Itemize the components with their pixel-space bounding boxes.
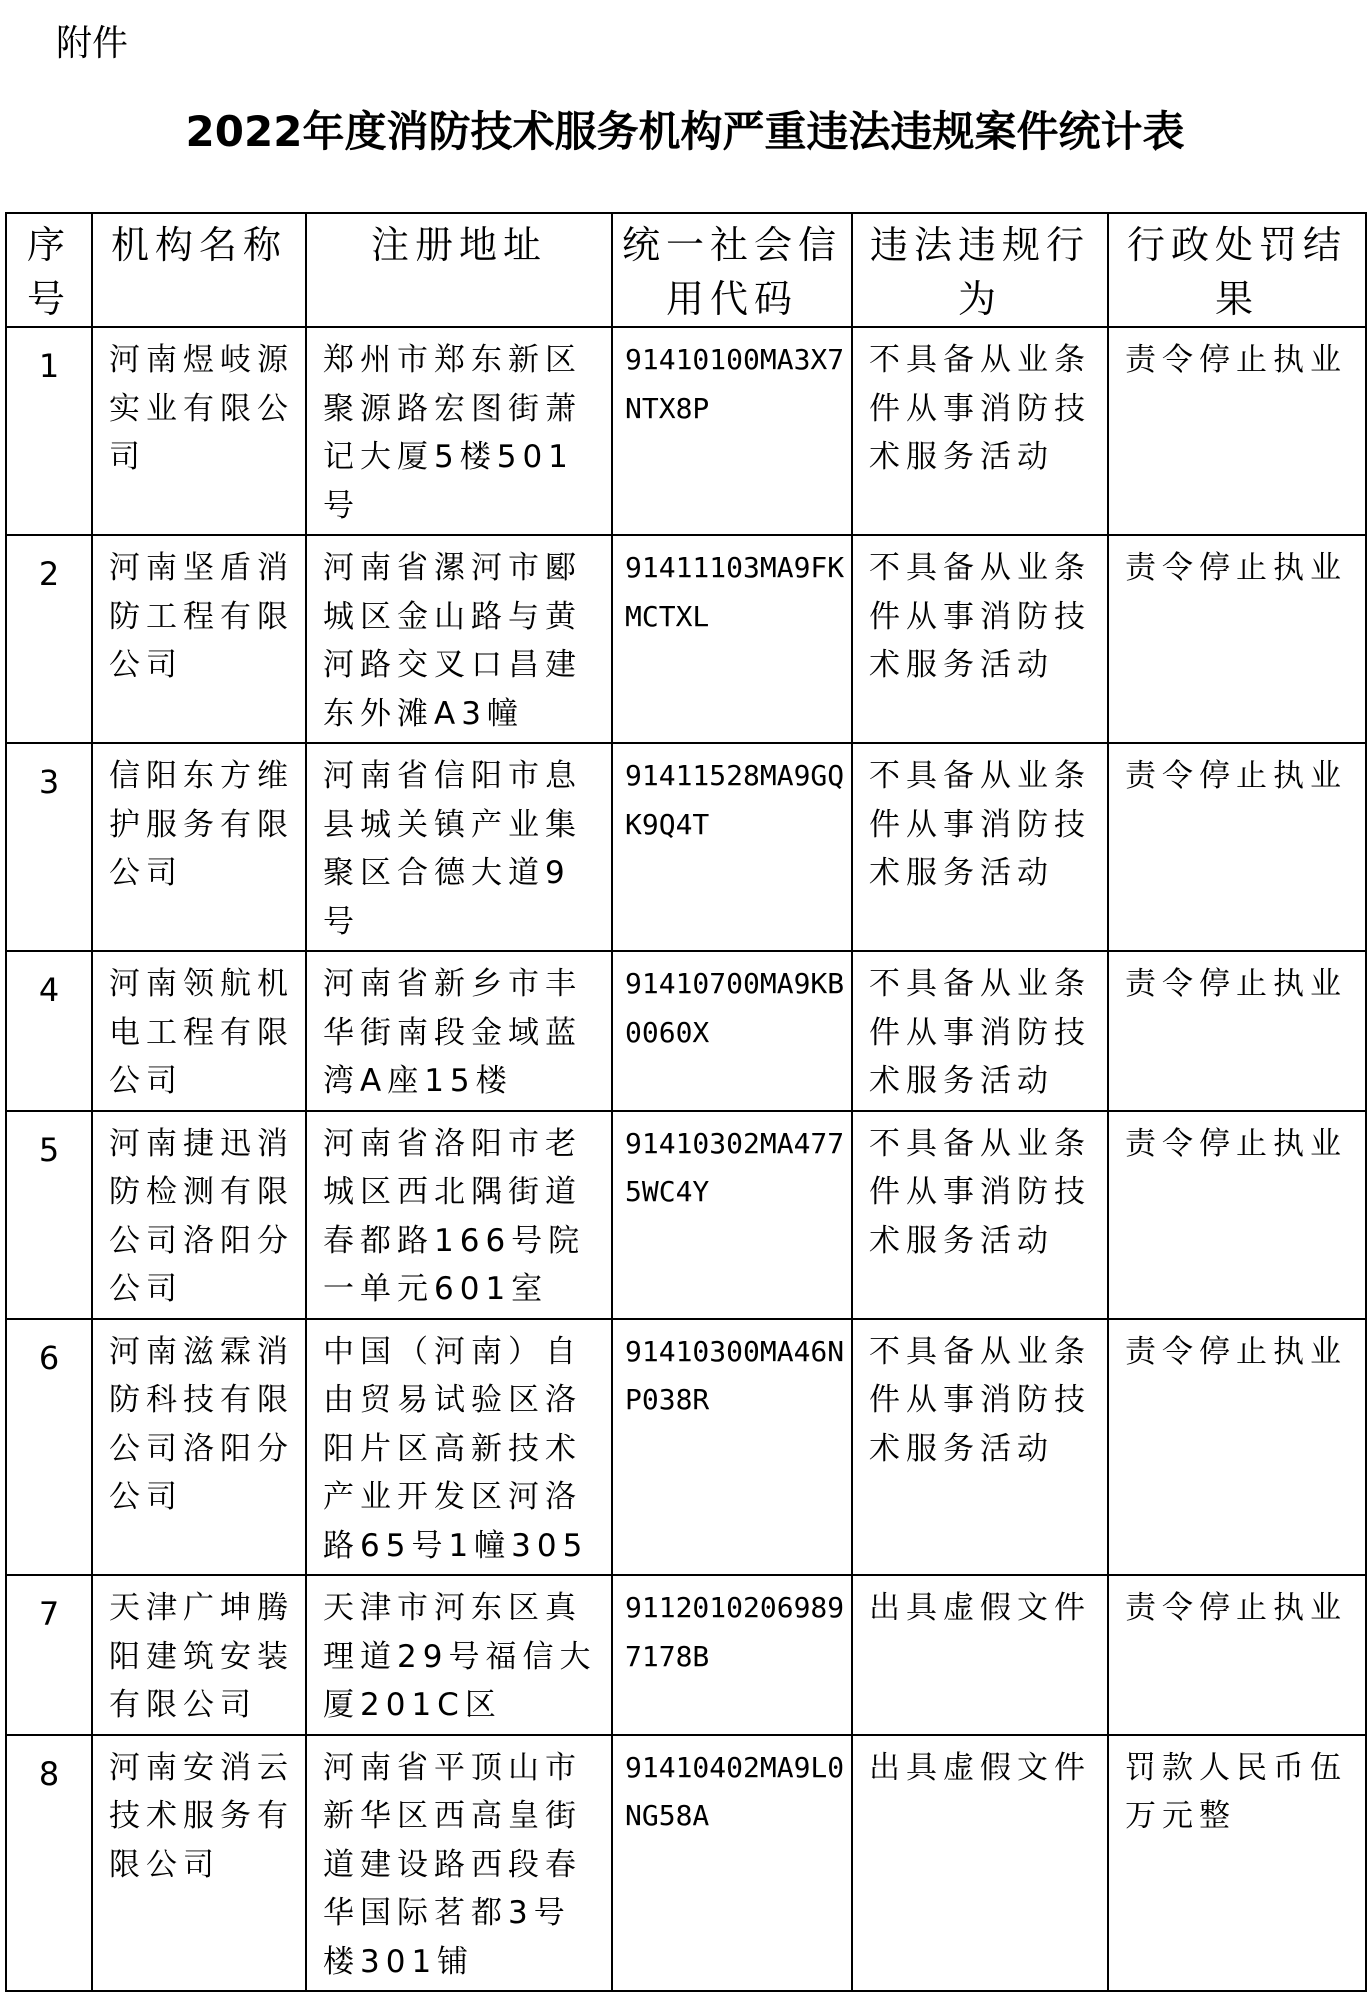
cell-no: 2 <box>6 535 92 743</box>
header-penalty: 行政处罚结果 <box>1108 213 1366 327</box>
header-address: 注册地址 <box>306 213 612 327</box>
cell-no: 5 <box>6 1111 92 1319</box>
cell-penalty: 责令停止执业 <box>1108 1575 1366 1735</box>
cell-code: 91410100MA3X7NTX8P <box>612 327 852 535</box>
cell-violation: 不具备从业条件从事消防技术服务活动 <box>852 1111 1108 1319</box>
cell-code: 91410700MA9KB0060X <box>612 951 852 1111</box>
cell-address: 中国（河南）自由贸易试验区洛阳片区高新技术产业开发区河洛路65号1幢305 <box>306 1319 612 1576</box>
cell-penalty: 责令停止执业 <box>1108 1319 1366 1576</box>
table-row <box>6 1319 1366 1576</box>
cell-violation: 不具备从业条件从事消防技术服务活动 <box>852 951 1108 1111</box>
cell-violation: 不具备从业条件从事消防技术服务活动 <box>852 327 1108 535</box>
table-row <box>6 1735 1366 1992</box>
cell-name: 天津广坤腾阳建筑安装有限公司 <box>92 1575 306 1735</box>
cell-address: 河南省漯河市郾城区金山路与黄河路交叉口昌建东外滩A3幢 <box>306 535 612 743</box>
cell-code: 91120102069897178B <box>612 1575 852 1735</box>
cell-code: 91410402MA9L0NG58A <box>612 1735 852 1992</box>
table-row <box>6 1111 1366 1319</box>
table-row <box>6 951 1366 1111</box>
cell-code: 91410302MA4775WC4Y <box>612 1111 852 1319</box>
cell-name: 河南捷迅消防检测有限公司洛阳分公司 <box>92 1111 306 1319</box>
table-row <box>6 1575 1366 1735</box>
cell-name: 河南领航机电工程有限公司 <box>92 951 306 1111</box>
header-code: 统一社会信用代码 <box>612 213 852 327</box>
table-row <box>6 743 1366 951</box>
cell-address: 郑州市郑东新区聚源路宏图街萧记大厦5楼501号 <box>306 327 612 535</box>
cell-penalty: 罚款人民币伍万元整 <box>1108 1735 1366 1992</box>
cell-violation: 出具虚假文件 <box>852 1735 1108 1992</box>
cell-code: 91410300MA46NP038R <box>612 1319 852 1576</box>
cell-no: 7 <box>6 1575 92 1735</box>
cell-address: 河南省信阳市息县城关镇产业集聚区合德大道9号 <box>306 743 612 951</box>
cell-penalty: 责令停止执业 <box>1108 743 1366 951</box>
header-name: 机构名称 <box>92 213 306 327</box>
cell-violation: 不具备从业条件从事消防技术服务活动 <box>852 535 1108 743</box>
cell-name: 河南坚盾消防工程有限公司 <box>92 535 306 743</box>
table-row <box>6 535 1366 743</box>
cell-penalty: 责令停止执业 <box>1108 327 1366 535</box>
table-header-row <box>6 213 1366 327</box>
cell-address: 天津市河东区真理道29号福信大厦201C区 <box>306 1575 612 1735</box>
page-title: 2022年度消防技术服务机构严重违法违规案件统计表 <box>185 107 1185 156</box>
cell-no: 8 <box>6 1735 92 1992</box>
cell-address: 河南省平顶山市新华区西高皇街道建设路西段春华国际茗都3号楼301铺 <box>306 1735 612 1992</box>
cell-no: 1 <box>6 327 92 535</box>
cell-name: 河南安消云技术服务有限公司 <box>92 1735 306 1992</box>
violation-table <box>5 212 1367 1992</box>
attachment-label: 附件 <box>56 23 129 64</box>
cell-name: 信阳东方维护服务有限公司 <box>92 743 306 951</box>
cell-code: 91411103MA9FKMCTXL <box>612 535 852 743</box>
cell-name: 河南煜岐源实业有限公司 <box>92 327 306 535</box>
cell-name: 河南滋霖消防科技有限公司洛阳分公司 <box>92 1319 306 1576</box>
table-row <box>6 327 1366 535</box>
cell-violation: 出具虚假文件 <box>852 1575 1108 1735</box>
header-violation: 违法违规行为 <box>852 213 1108 327</box>
cell-address: 河南省洛阳市老城区西北隅街道春都路166号院一单元601室 <box>306 1111 612 1319</box>
cell-violation: 不具备从业条件从事消防技术服务活动 <box>852 1319 1108 1576</box>
cell-no: 3 <box>6 743 92 951</box>
cell-penalty: 责令停止执业 <box>1108 951 1366 1111</box>
cell-penalty: 责令停止执业 <box>1108 535 1366 743</box>
cell-penalty: 责令停止执业 <box>1108 1111 1366 1319</box>
cell-code: 91411528MA9GQK9Q4T <box>612 743 852 951</box>
cell-no: 6 <box>6 1319 92 1576</box>
cell-address: 河南省新乡市丰华街南段金域蓝湾A座15楼 <box>306 951 612 1111</box>
cell-no: 4 <box>6 951 92 1111</box>
header-no: 序号 <box>6 213 92 327</box>
cell-violation: 不具备从业条件从事消防技术服务活动 <box>852 743 1108 951</box>
